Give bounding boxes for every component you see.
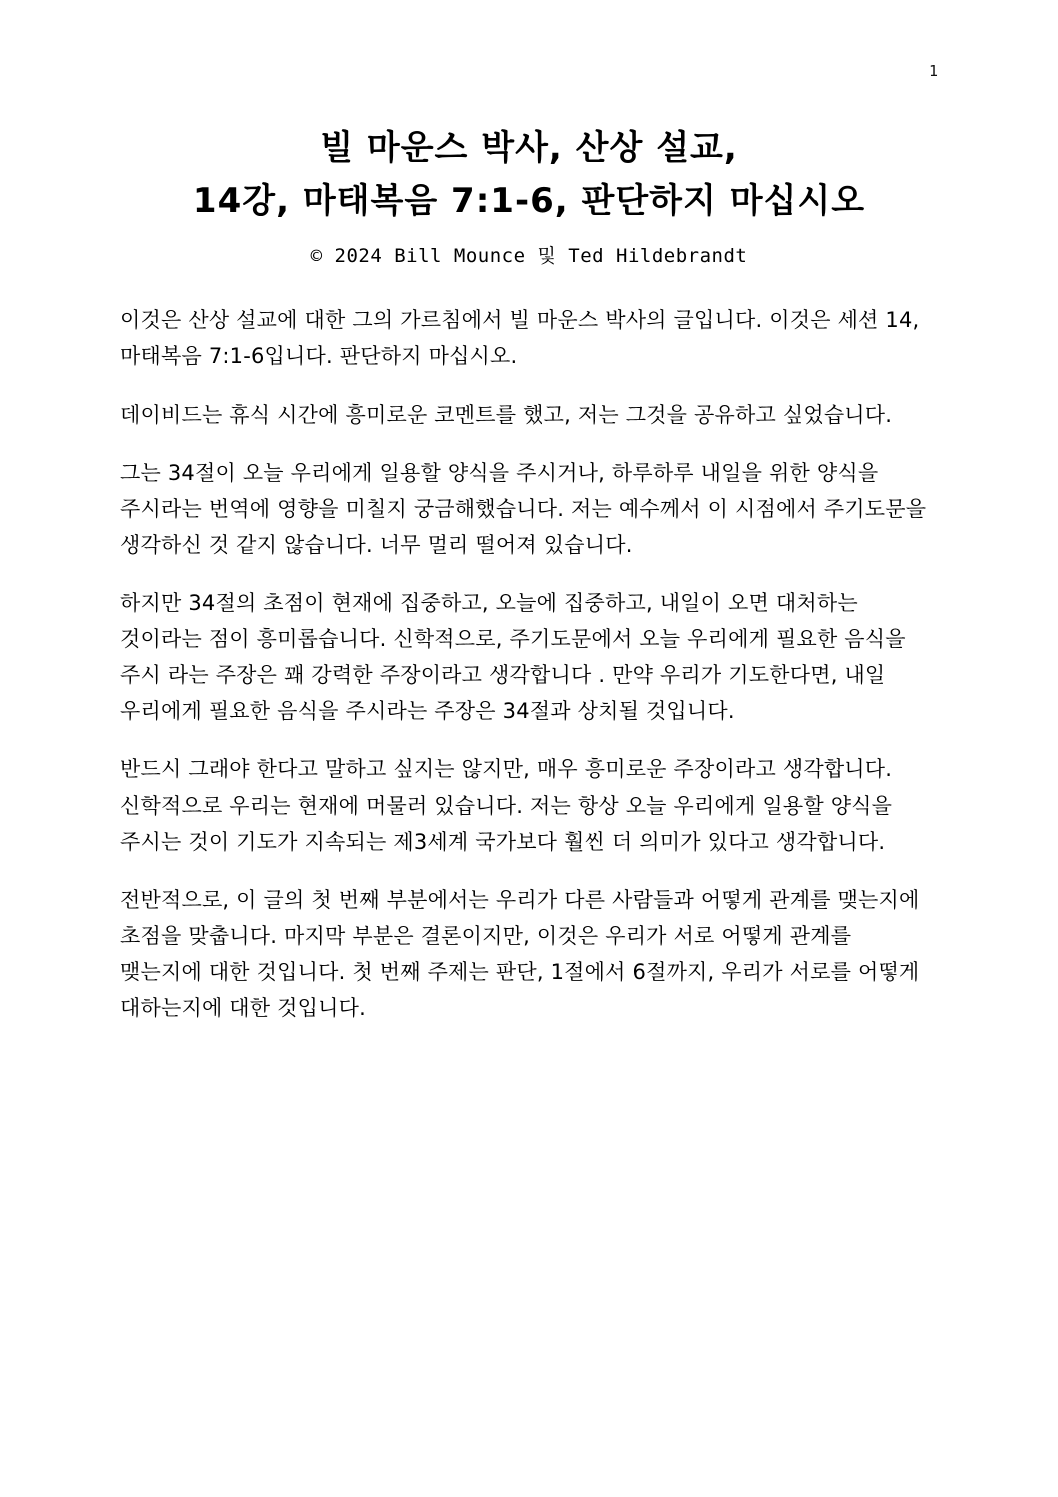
title-line-1: 빌 마운스 박사, 산상 설교, <box>320 128 738 168</box>
paragraph: 이것은 산상 설교에 대한 그의 가르침에서 빌 마운스 박사의 글입니다. 이것은 세션 14, 마태복음 7:1-6입니다. 판단하지 마십시오. <box>120 308 920 369</box>
page-number: 1 <box>928 62 938 80</box>
copyright-byline: © 2024 Bill Mounce 및 Ted Hildebrandt <box>310 245 748 268</box>
paragraph: 데이비드는 휴식 시간에 흥미로운 코멘트를 했고, 저는 그것을 공유하고 싶었습니다. <box>120 402 893 427</box>
paragraph: 하지만 34절의 초점이 현재에 집중하고, 오늘에 집중하고, 내일이 오면 대처하는 것이라는 점이 흥미롭습니다. 신학적으로, 주기도문에서 오늘 우리에게 필요한 음식을 주시 라는 주장은 꽤 강력한 주장이라고 생각합니다 . 만약 우리가 기도한다면, 내일 우리에게 필요한 음식을 주시라는 주장은 34절과 상치될 것입니다. <box>120 591 906 724</box>
paragraph: 그는 34절이 오늘 우리에게 일용할 양식을 주시거나, 하루하루 내일을 위한 양식을 주시라는 번역에 영향을 미칠지 궁금해했습니다. 저는 예수께서 이 시점에서 주기도문을 생각하신 것 같지 않습니다. 너무 멀리 떨어져 있습니다. <box>120 460 927 557</box>
title-line-2: 14강, 마태복음 7:1-6, 판단하지 마십시오 <box>192 180 866 221</box>
document-title <box>120 122 938 227</box>
paragraph: 반드시 그래야 한다고 말하고 싶지는 않지만, 매우 흥미로운 주장이라고 생각합니다. 신학적으로 우리는 현재에 머물러 있습니다. 저는 항상 오늘 우리에게 일용할 양식을 주시는 것이 기도가 지속되는 제3세계 국가보다 훨씬 더 의미가 있다고 생각합니다. <box>120 757 893 854</box>
document-body <box>120 302 938 1026</box>
paragraph: 전반적으로, 이 글의 첫 번째 부분에서는 우리가 다른 사람들과 어떻게 관계를 맺는지에 초점을 맞춥니다. 마지막 부분은 결론이지만, 이것은 우리가 서로 어떻게 관계를 맺는지에 대한 것입니다. 첫 번째 주제는 판단, 1절에서 6절까지, 우리가 서로를 어떻게 대하는지에 대한 것입니다. <box>120 887 920 1021</box>
